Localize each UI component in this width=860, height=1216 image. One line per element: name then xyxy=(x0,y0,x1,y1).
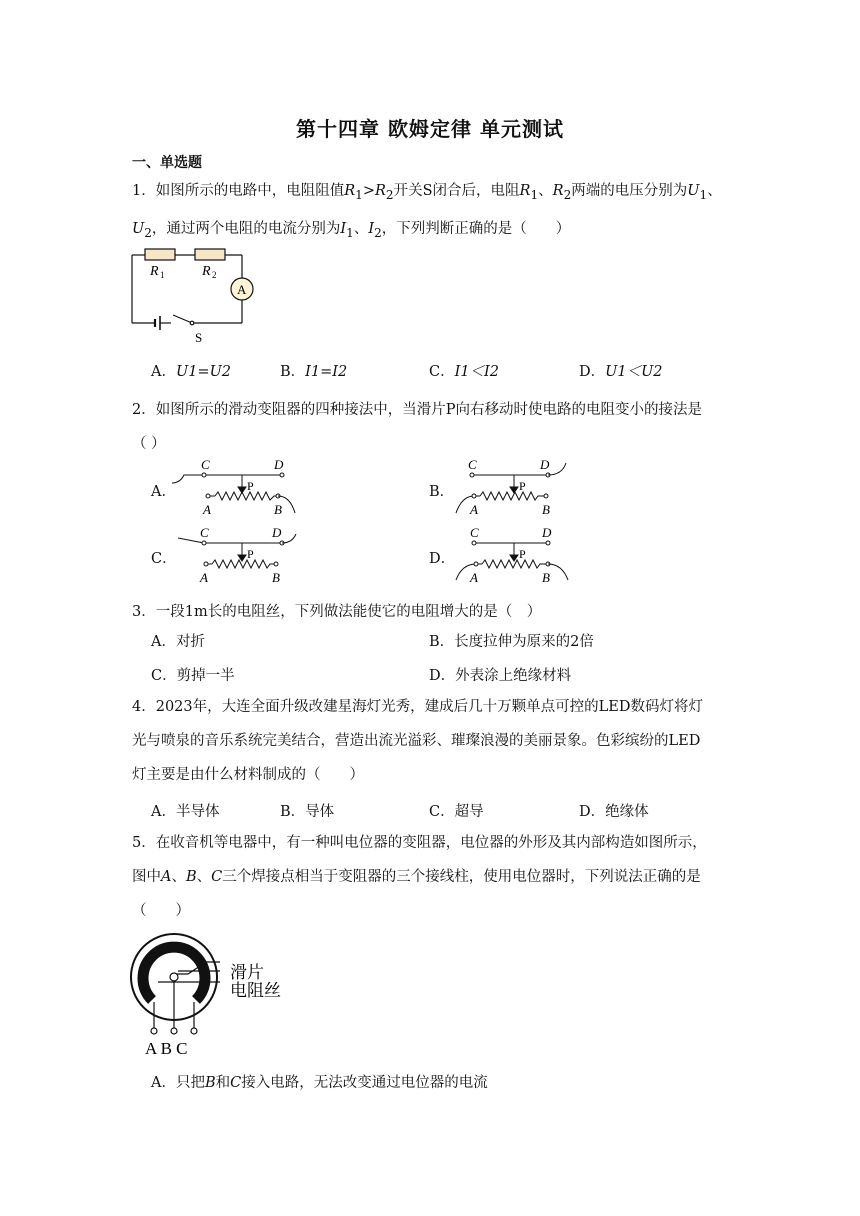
q3-option-d[interactable]: D．外表涂上绝缘材料 xyxy=(429,668,572,684)
label-a: A xyxy=(470,502,478,517)
question-5-text: 5．在收音机等电器中，有一种叫电位器的变阻器，电位器的外形及其内部构造如图所示， 图中A、B、C三个焊接点相当于变阻器的三个接线柱，使用电位器时，下列说法正确的是 （ ） xyxy=(132,835,707,919)
terminal-labels: A B C xyxy=(145,1039,188,1058)
fig-label-r2: R xyxy=(202,264,211,279)
label-b: B xyxy=(272,570,280,585)
label-b: B xyxy=(542,570,550,585)
label-b: B xyxy=(274,502,282,517)
rheostat-diagram-b xyxy=(450,455,590,520)
section-heading: 一、单选题 xyxy=(132,155,202,171)
label-c: C xyxy=(470,525,479,540)
q4-option-d[interactable]: D．绝缘体 xyxy=(579,804,649,820)
page-title: 第十四章 欧姆定律 单元测试 xyxy=(296,117,564,141)
label-p: P xyxy=(519,547,526,561)
label-d: D xyxy=(274,457,284,472)
fig-label-r2-sub: 2 xyxy=(212,270,217,280)
label-a: A xyxy=(203,502,211,517)
rheostat-diagram-d xyxy=(450,522,590,587)
fig-label-r1: R xyxy=(150,264,159,279)
label-d: D xyxy=(272,525,282,540)
q3-option-b[interactable]: B．长度拉伸为原来的2倍 xyxy=(429,634,594,650)
label-p: P xyxy=(247,547,254,561)
q3-option-a[interactable]: A．对折 xyxy=(151,634,205,650)
rheostat-diagram-c xyxy=(170,522,310,587)
label-c: C xyxy=(201,457,210,472)
potentiometer-diagram xyxy=(128,930,308,1060)
q4-option-b[interactable]: B．导体 xyxy=(280,804,335,820)
label-c: C xyxy=(468,457,477,472)
q5-option-a[interactable]: A．只把B和C接入电路，无法改变通过电位器的电流 xyxy=(151,1075,488,1091)
question-2-text: 2．如图所示的滑动变阻器的四种接法中，当滑片P向右移动时使电路的电阻变小的接法是 （ ） xyxy=(132,402,702,452)
q1-option-c[interactable]: C．I1＜I2 xyxy=(429,364,500,380)
switch-label: S xyxy=(195,330,203,345)
q2-option-d[interactable]: D． xyxy=(429,551,456,567)
q1-option-d[interactable]: D．U1＜U2 xyxy=(579,364,663,380)
label-b: B xyxy=(542,502,550,517)
resistance-wire-label: 电阻丝 xyxy=(230,981,281,1000)
label-c: C xyxy=(200,525,209,540)
label-p: P xyxy=(247,479,254,493)
circuit-diagram-q1 xyxy=(125,243,265,348)
slider-label: 滑片 xyxy=(230,963,264,982)
q1-option-a[interactable]: A．U1=U2 xyxy=(151,364,232,380)
label-d: D xyxy=(540,457,550,472)
q1-option-b[interactable]: B．I1=I2 xyxy=(280,364,348,380)
question-3-text: 3．一段1m长的电阻丝，下列做法能使它的电阻增大的是（ ） xyxy=(132,604,542,620)
ammeter-label: A xyxy=(237,282,247,297)
q3-option-c[interactable]: C．剪掉一半 xyxy=(151,668,235,684)
q4-option-a[interactable]: A．半导体 xyxy=(151,804,220,820)
fig-label-r1-sub: 1 xyxy=(160,270,165,280)
question-4-text: 4．2023年，大连全面升级改建星海灯光秀，建成后几十万颗单点可控的LED数码灯将灯 光与喷泉的音乐系统完美结合，营造出流光溢彩、璀璨浪漫的美丽景象。色彩缤纷的LED 灯主要是由什么材料制成的（ ） xyxy=(132,699,703,783)
q2-option-b[interactable]: B． xyxy=(429,484,455,500)
label-a: A xyxy=(200,570,208,585)
rheostat-diagram-a xyxy=(170,455,310,520)
q2-option-c[interactable]: C． xyxy=(151,551,177,567)
label-d: D xyxy=(542,525,552,540)
q2-option-a[interactable]: A． xyxy=(151,484,176,500)
question-1-text: 1．如图所示的电路中，电阻阻值$R_1>R_2$开关S闭合后，电阻$R_1$、$R_2$两端的电压分别为$U_1$、 $U_2$，通过两个电阻的电流分别为$I_1$、$I_2$，下列判断正确的是（ ） xyxy=(132,183,722,240)
label-a: A xyxy=(470,570,478,585)
q4-option-c[interactable]: C．超导 xyxy=(429,804,484,820)
label-p: P xyxy=(519,479,526,493)
